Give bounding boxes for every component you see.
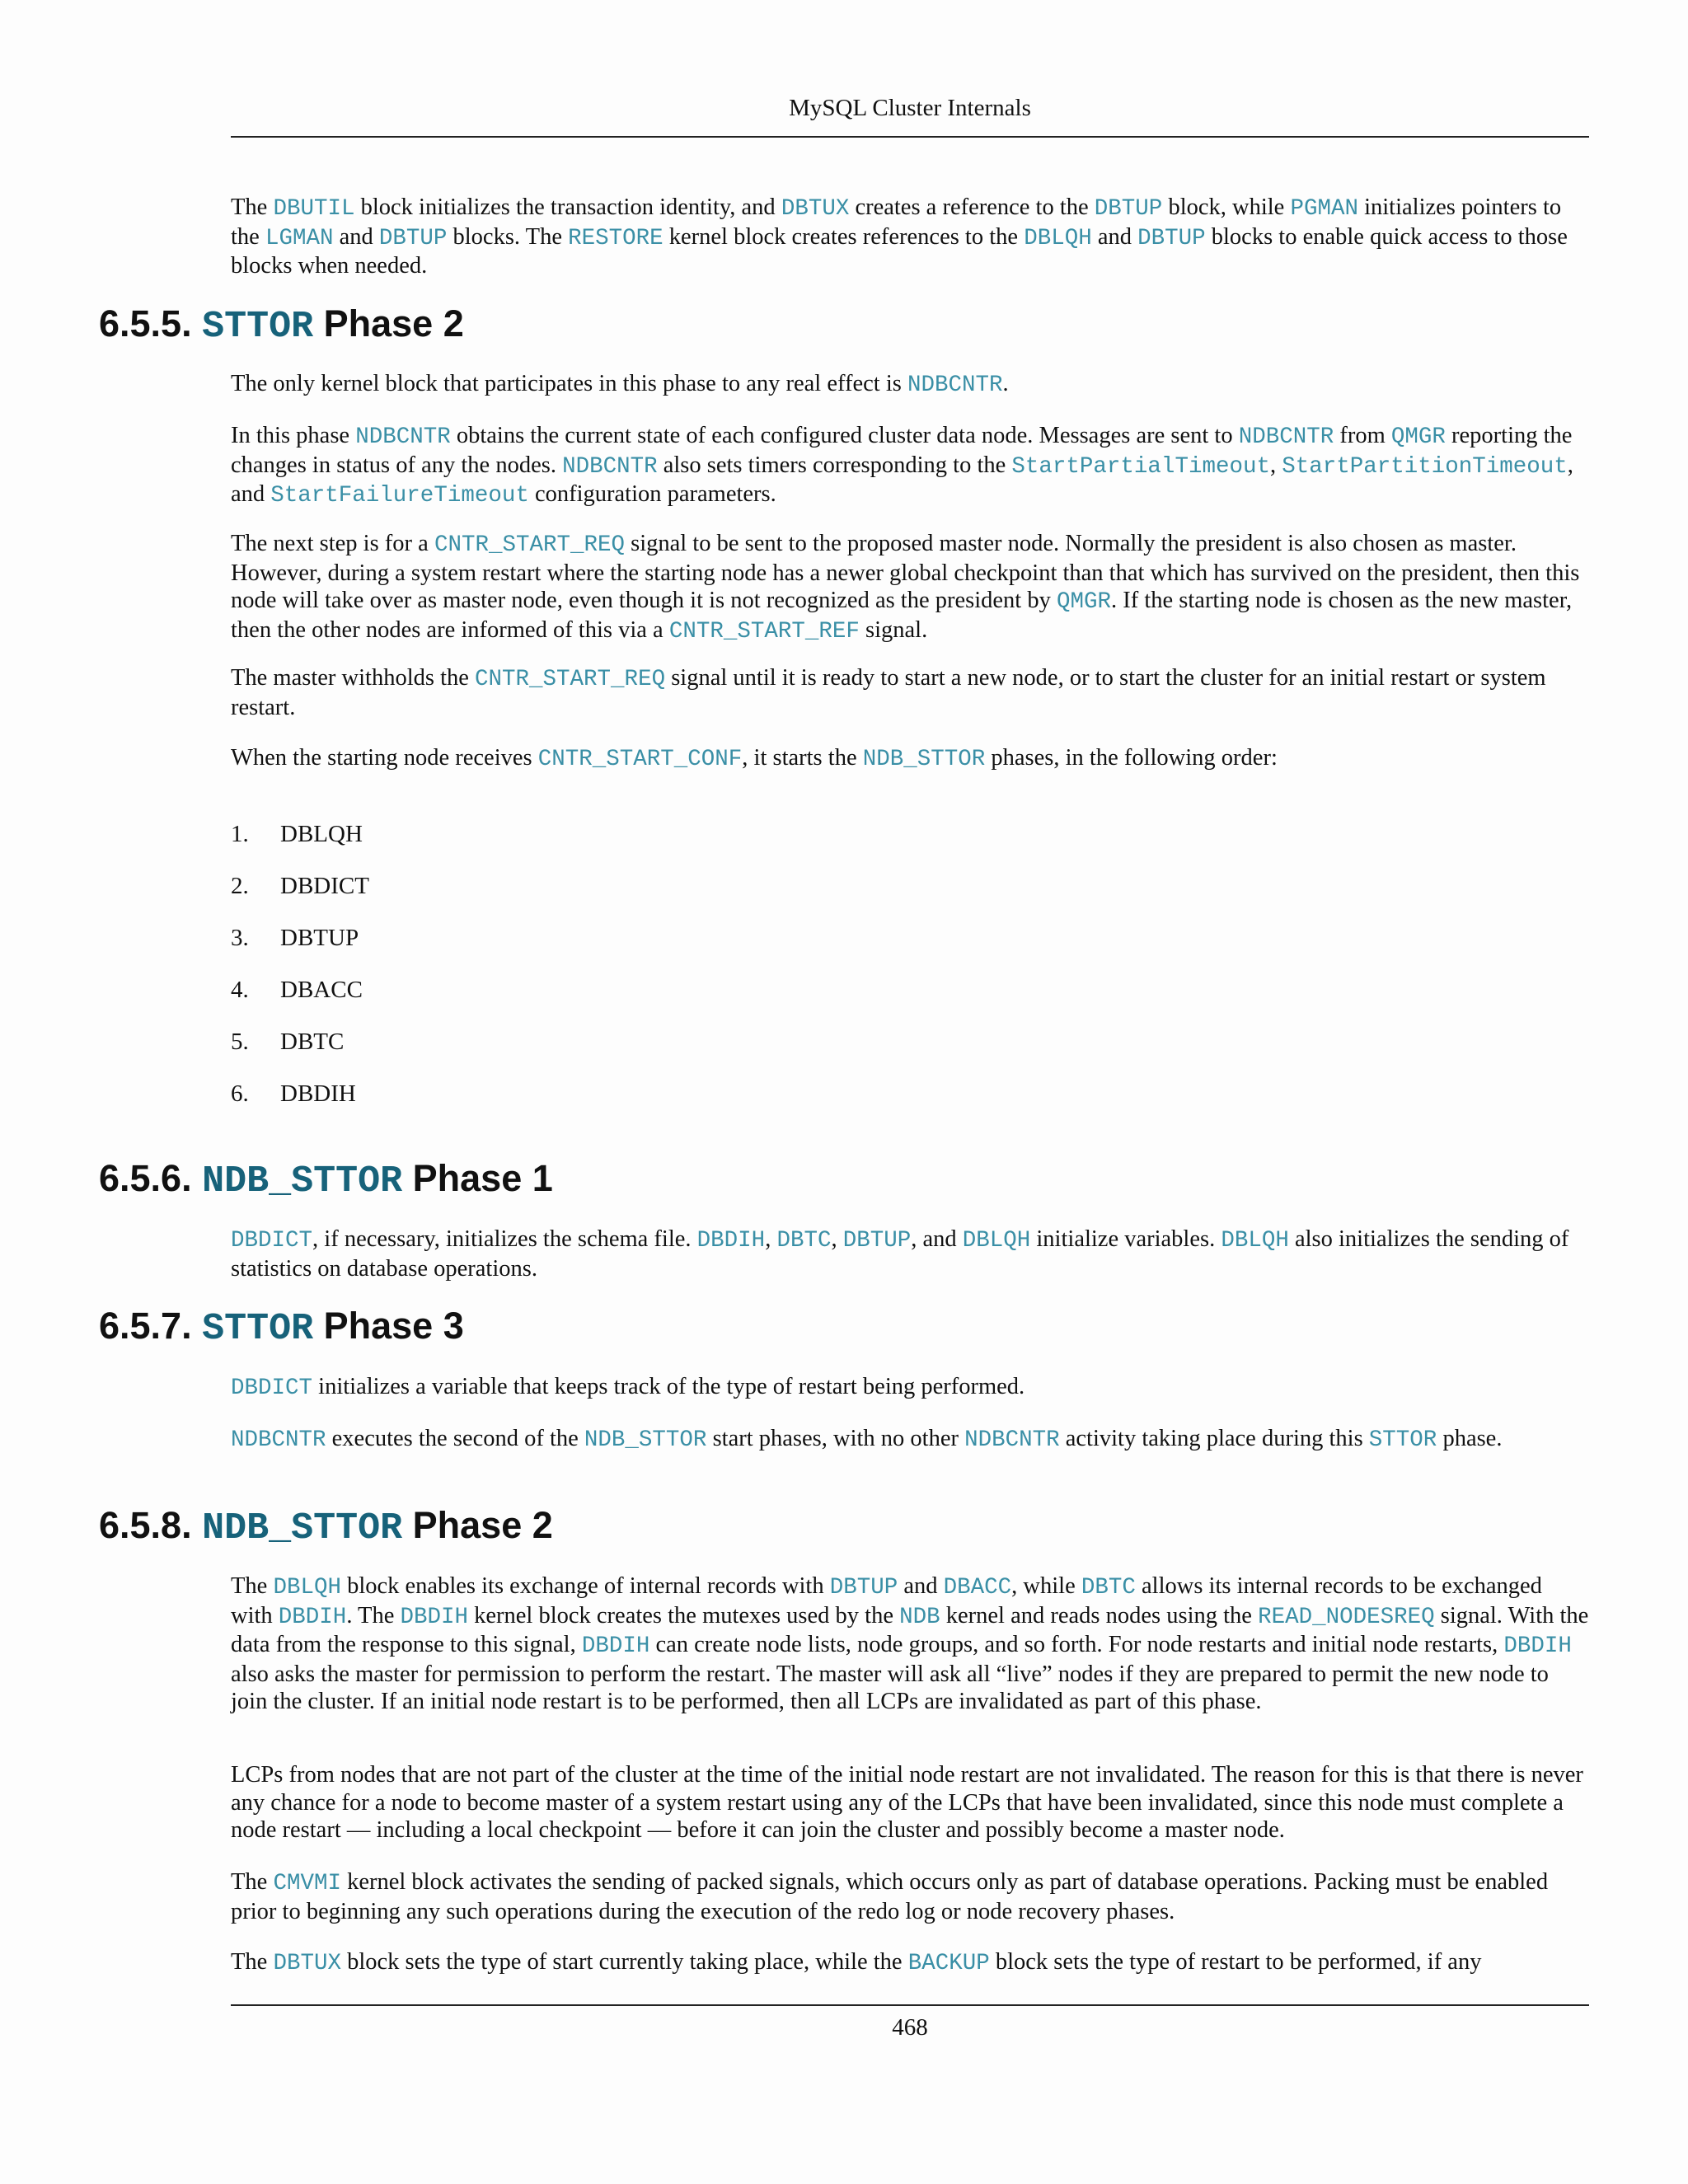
code-term: DBTUX (781, 196, 850, 222)
text-run: In this phase (231, 423, 356, 448)
text-run: block, while (1162, 194, 1291, 220)
code-term: StartPartitionTimeout (1282, 453, 1568, 480)
section-number: 6.5.8. (99, 1504, 203, 1546)
text-run: , and (911, 1226, 963, 1252)
code-term: DBTUX (273, 1951, 341, 1976)
list-item-label: DBTC (280, 1029, 345, 1055)
code-term: CNTR_START_REQ (434, 532, 625, 558)
paragraph (231, 744, 1589, 774)
text-run: and (898, 1573, 944, 1599)
list-item-number: 2. (231, 873, 249, 899)
text-run: When the starting node receives (231, 745, 538, 771)
section-number: 6.5.5. (99, 302, 203, 344)
section-heading (99, 1157, 553, 1203)
text-run: allows its internal records to be exchanged with (231, 1573, 1542, 1629)
code-term: DBLQH (273, 1575, 341, 1601)
heading-code-term: STTOR (202, 1308, 314, 1350)
text-run: can create node lists, node groups, and so forth. For node restarts and initial node restarts, (649, 1632, 1504, 1657)
text-run: phases, in the following order: (985, 745, 1278, 771)
text-run: phase. (1437, 1426, 1503, 1451)
list-item (231, 976, 363, 1004)
text-run: signal until it is ready to start a new node, or to start the cluster for an initial restart or system restart. (231, 665, 1546, 720)
list-item-number: 5. (231, 1029, 249, 1055)
text-run: and (1091, 223, 1138, 250)
code-term: READ_NODESREQ (1258, 1604, 1435, 1630)
code-term: NDB_STTOR (862, 747, 986, 772)
code-term: StartPartialTimeout (1011, 453, 1270, 480)
text-run: , if necessary, initializes the schema file. (312, 1226, 697, 1252)
text-run: The (231, 194, 274, 220)
code-term: LGMAN (265, 225, 334, 251)
text-run: kernel block creates references to the (663, 223, 1025, 250)
code-term: DBACC (943, 1575, 1012, 1601)
text-run: initializes pointers to the (231, 194, 1562, 250)
code-term: CNTR_START_REF (668, 618, 860, 644)
heading-text: Phase 2 (402, 1504, 553, 1546)
code-term: DBTC (1081, 1575, 1136, 1601)
code-term: DBDICT (231, 1228, 313, 1254)
heading-code-term: NDB_STTOR (202, 1507, 403, 1549)
text-run: signal to be sent to the proposed master node. Normally the president is also chosen as master. However, during a system restart where the starting node has a newer global checkpoint than that which has survived on the president, then this node will take over as master node, even though it is not recognized as the president by (231, 531, 1580, 613)
text-run: blocks to enable quick access to those blocks when needed. (231, 223, 1568, 279)
text-run: kernel and reads nodes using the (940, 1602, 1259, 1629)
text-run: . (1002, 371, 1009, 396)
heading-text: Phase 3 (313, 1305, 464, 1347)
paragraph (231, 1761, 1589, 1844)
text-run: , it starts the (742, 745, 863, 771)
list-item-label: DBLQH (280, 821, 363, 847)
code-term: DBDIH (1503, 1633, 1572, 1659)
list-item-label: DBACC (280, 977, 363, 1003)
code-term: CNTR_START_REQ (475, 667, 666, 692)
text-run: executes the second of the (326, 1426, 584, 1451)
section-heading (99, 1504, 553, 1550)
list-item-number: 6. (231, 1080, 249, 1107)
code-term: DBUTIL (273, 196, 355, 222)
heading-text: Phase 2 (313, 302, 464, 344)
text-run: also sets timers corresponding to the (657, 452, 1012, 478)
section-number: 6.5.7. (99, 1305, 203, 1347)
list-item-label: DBDIH (280, 1080, 356, 1107)
text-run: initialize variables. (1030, 1226, 1221, 1252)
paragraph (231, 530, 1589, 645)
text-run: The master withholds the (231, 665, 476, 691)
code-term: DBTC (776, 1228, 832, 1254)
list-item (231, 1028, 344, 1056)
code-term: NDBCNTR (231, 1427, 326, 1453)
text-run: blocks. The (447, 223, 569, 250)
code-term: NDB (899, 1604, 940, 1630)
list-item (231, 820, 363, 848)
paragraph (231, 194, 1589, 280)
list-item-label: DBTUP (280, 925, 359, 951)
running-header: MySQL Cluster Internals (789, 95, 1031, 121)
text-run: creates a reference to the (849, 194, 1095, 220)
paragraph (231, 1425, 1589, 1455)
text-run: block sets the type of restart to be performed, if any (989, 1949, 1482, 1975)
code-term: DBDIH (581, 1633, 650, 1659)
list-item-number: 1. (231, 821, 249, 847)
text-run: The (231, 1869, 274, 1895)
heading-text: Phase 1 (402, 1157, 553, 1199)
text-run: from (1334, 423, 1391, 448)
text-run: activity taking place during this (1059, 1426, 1369, 1451)
text-run: , (1269, 452, 1282, 478)
text-run: LCPs from nodes that are not part of the cluster at the time of the initial node restart are not invalidated. The reason for this is that there is never any chance for a node to become master of a system restart using any of the LCPs that have been invalidated, since this node must complete a node restart — including a local checkpoint — before it can join the cluster and possibly become a master node. (231, 1762, 1583, 1843)
code-term: STTOR (1368, 1427, 1437, 1453)
paragraph (231, 664, 1589, 721)
paragraph (231, 1572, 1589, 1716)
text-run: , while (1011, 1573, 1081, 1599)
text-run: block sets the type of start currently taking place, while the (340, 1949, 908, 1975)
paragraph (231, 1948, 1589, 1978)
code-term: NDBCNTR (1238, 424, 1334, 450)
text-run: The next step is for a (231, 531, 434, 556)
section-number: 6.5.6. (99, 1157, 203, 1199)
code-term: CMVMI (273, 1871, 341, 1896)
code-term: DBTUP (829, 1575, 898, 1601)
code-term: DBTUP (842, 1228, 912, 1254)
code-term: NDB_STTOR (584, 1427, 707, 1453)
text-run: . The (346, 1602, 401, 1629)
text-run: also initializes the sending of statistics on database operations. (231, 1226, 1569, 1282)
code-term: NDBCNTR (562, 453, 658, 480)
text-run: , and (231, 452, 1573, 507)
code-term: CNTR_START_CONF (537, 747, 743, 772)
list-item-number: 3. (231, 925, 249, 951)
footer-rule (231, 2004, 1589, 2006)
code-term: DBTUP (1137, 225, 1206, 251)
code-term: RESTORE (568, 225, 663, 251)
code-term: DBDIH (696, 1228, 766, 1254)
list-item-number: 4. (231, 977, 249, 1003)
paragraph (231, 1868, 1589, 1925)
list-item (231, 872, 369, 900)
text-run: block initializes the transaction identity, and (354, 194, 781, 220)
text-run: start phases, with no other (706, 1426, 965, 1451)
paragraph (231, 1226, 1589, 1282)
code-term: StartFailureTimeout (270, 483, 529, 509)
text-run: , (765, 1226, 777, 1252)
text-run: signal. With the data from the response to this signal, (231, 1602, 1589, 1657)
heading-code-term: NDB_STTOR (202, 1160, 403, 1202)
code-term: NDBCNTR (964, 1427, 1060, 1453)
section-heading (99, 302, 464, 349)
code-term: PGMAN (1290, 196, 1358, 222)
text-run: The only kernel block that participates in this phase to any real effect is (231, 371, 907, 396)
text-run: reporting the changes in status of any the nodes. (231, 423, 1573, 478)
text-run: also asks the master for permission to perform the restart. The master will ask all “live” nodes if they are prepared to permit the new node to join the cluster. If an initial node restart is to be performed, then all LCPs are invalidated as part of this phase. (231, 1661, 1549, 1714)
section-heading (99, 1305, 464, 1351)
heading-code-term: STTOR (202, 306, 314, 348)
text-run: The (231, 1949, 274, 1975)
code-term: DBLQH (1221, 1228, 1289, 1254)
code-term: DBLQH (962, 1228, 1031, 1254)
list-item-label: DBDICT (280, 873, 369, 899)
paragraph (231, 1373, 1589, 1403)
list-item (231, 924, 359, 952)
code-term: BACKUP (907, 1951, 990, 1976)
text-run: configuration parameters. (528, 481, 776, 507)
text-run: kernel block activates the sending of packed signals, which occurs only as part of database operations. Packing must be enabled prior to beginning any such operations during the execution of the redo log or node recovery phases. (231, 1869, 1549, 1924)
paragraph (231, 370, 1589, 400)
code-term: DBLQH (1024, 225, 1092, 251)
paragraph (231, 422, 1589, 510)
text-run: , (831, 1226, 843, 1252)
text-run: block enables its exchange of internal records with (340, 1573, 830, 1599)
code-term: DBDIH (278, 1604, 347, 1630)
code-term: DBDIH (400, 1604, 468, 1630)
code-term: QMGR (1056, 589, 1111, 615)
text-run: signal. (859, 616, 928, 643)
text-run: initializes a variable that keeps track of the type of restart being performed. (312, 1374, 1025, 1399)
code-term: DBTUP (1094, 196, 1163, 222)
list-item (231, 1080, 356, 1108)
code-term: QMGR (1390, 424, 1446, 450)
code-term: DBTUP (378, 225, 448, 251)
code-term: NDBCNTR (907, 373, 1003, 398)
code-term: DBDICT (231, 1376, 313, 1401)
text-run: . If the starting node is chosen as the new master, then the other nodes are informed of this via a (231, 588, 1573, 643)
text-run: and (333, 223, 379, 250)
page-number: 468 (892, 2014, 928, 2041)
text-run: The (231, 1573, 274, 1599)
code-term: NDBCNTR (355, 424, 451, 450)
text-run: kernel block creates the mutexes used by the (468, 1602, 900, 1629)
header-rule (231, 136, 1589, 138)
text-run: obtains the current state of each configured cluster data node. Messages are sent to (450, 423, 1239, 448)
